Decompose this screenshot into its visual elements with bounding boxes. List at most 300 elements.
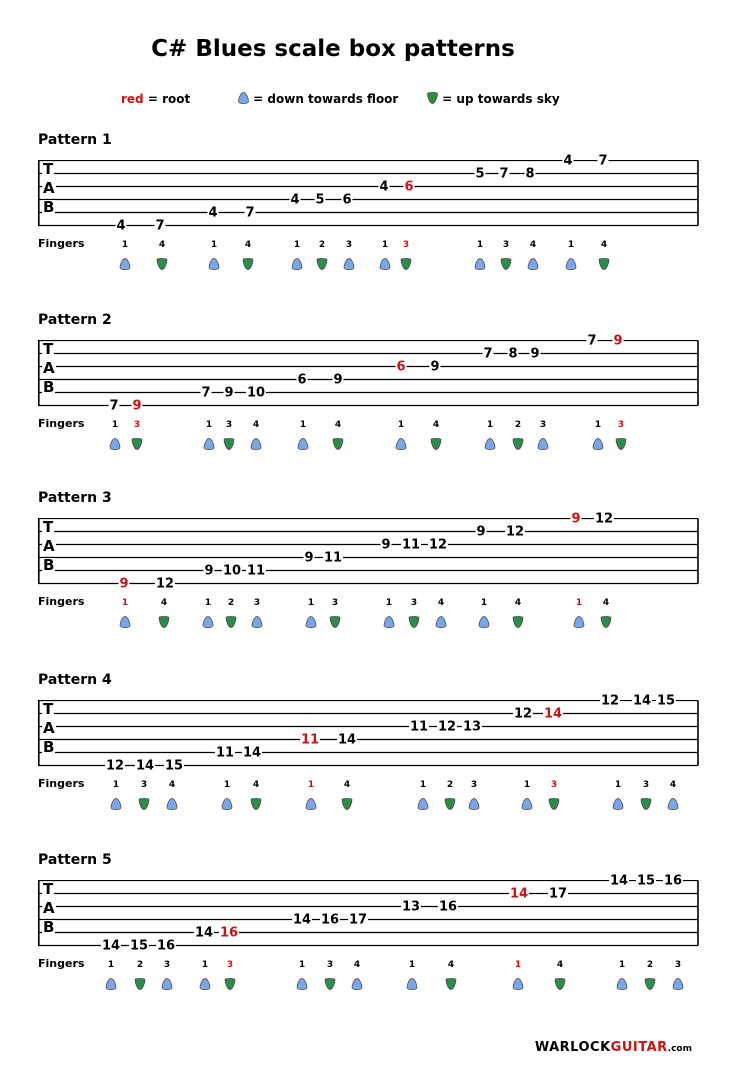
tab-note: 8 xyxy=(508,346,518,361)
down-stroke-pick xyxy=(513,975,524,987)
down-stroke-pick xyxy=(200,975,211,987)
tab-note: 14 xyxy=(135,758,155,773)
finger-number: 1 xyxy=(523,780,531,790)
pattern-title: Pattern 2 xyxy=(38,312,112,328)
finger-number: 1 xyxy=(408,960,416,970)
finger-number: 3 xyxy=(133,420,141,430)
down-stroke-pick xyxy=(479,613,490,625)
down-pick-icon xyxy=(167,798,178,810)
finger-number: 1 xyxy=(486,420,494,430)
down-stroke-pick xyxy=(209,255,220,267)
up-pick-icon xyxy=(645,978,656,990)
finger-number: 3 xyxy=(140,780,148,790)
finger-number: 1 xyxy=(476,240,484,250)
finger-number: 2 xyxy=(227,598,235,608)
down-pick-icon xyxy=(418,798,429,810)
down-stroke-pick xyxy=(252,613,263,625)
legend-root xyxy=(121,92,190,106)
down-pick-icon xyxy=(306,616,317,628)
pattern-title: Pattern 4 xyxy=(38,672,112,688)
pattern-title: Pattern 1 xyxy=(38,132,112,148)
pattern-5 xyxy=(0,852,738,1022)
down-pick-icon xyxy=(344,258,355,270)
finger-number: 4 xyxy=(160,598,168,608)
tab-note: 15 xyxy=(164,758,184,773)
up-stroke-pick xyxy=(446,975,457,987)
up-stroke-pick xyxy=(224,435,235,447)
finger-number: 4 xyxy=(252,420,260,430)
finger-number: 4 xyxy=(602,598,610,608)
tab-note: 4 xyxy=(563,153,573,168)
tab-staff xyxy=(38,700,702,800)
tab-note: 16 xyxy=(320,912,340,927)
tab-note: 13 xyxy=(401,899,421,914)
tab-note: 4 xyxy=(290,192,300,207)
up-stroke-pick xyxy=(513,435,524,447)
up-stroke-pick xyxy=(226,613,237,625)
finger-number: 1 xyxy=(112,780,120,790)
tab-note: 7 xyxy=(109,398,119,413)
down-stroke-pick xyxy=(475,255,486,267)
tab-note: 12 xyxy=(594,511,614,526)
down-stroke-pick xyxy=(120,255,131,267)
finger-number: 3 xyxy=(226,960,234,970)
down-pick-icon xyxy=(111,798,122,810)
tab-note: 10 xyxy=(246,385,266,400)
logo-part1: WARLOCK xyxy=(534,1040,611,1055)
tab-note: 9 xyxy=(204,563,214,578)
tab-note: 5 xyxy=(315,192,325,207)
up-pick-icon xyxy=(513,616,524,628)
tab-letter: T xyxy=(43,880,54,898)
tab-note: 17 xyxy=(348,912,368,927)
finger-number: 4 xyxy=(514,598,522,608)
up-stroke-pick xyxy=(132,435,143,447)
finger-number: 1 xyxy=(298,960,306,970)
down-stroke-pick xyxy=(204,435,215,447)
tab-letter: B xyxy=(43,556,55,574)
finger-number: 3 xyxy=(617,420,625,430)
down-stroke-pick xyxy=(120,613,131,625)
finger-number: 4 xyxy=(353,960,361,970)
up-pick-icon xyxy=(501,258,512,270)
down-stroke-pick xyxy=(436,613,447,625)
tab-note: 6 xyxy=(396,359,406,374)
down-stroke-pick xyxy=(222,795,233,807)
up-stroke-pick xyxy=(251,795,262,807)
finger-number: 3 xyxy=(345,240,353,250)
tab-note: 14 xyxy=(292,912,312,927)
down-pick-icon xyxy=(538,438,549,450)
tab-note: 12 xyxy=(600,693,620,708)
up-stroke-pick xyxy=(325,975,336,987)
finger-number: 3 xyxy=(470,780,478,790)
tab-note: 13 xyxy=(462,719,482,734)
down-pick-icon xyxy=(203,616,214,628)
tab-note: 9 xyxy=(119,576,129,591)
up-pick-icon xyxy=(135,978,146,990)
down-pick-icon xyxy=(528,258,539,270)
down-stroke-pick xyxy=(167,795,178,807)
tab-letter: A xyxy=(43,899,55,917)
tab-note: 12 xyxy=(155,576,175,591)
tab-note: 6 xyxy=(297,372,307,387)
pattern-title: Pattern 5 xyxy=(38,852,112,868)
finger-number: 3 xyxy=(550,780,558,790)
tab-note: 8 xyxy=(525,166,535,181)
down-pick-icon xyxy=(617,978,628,990)
up-stroke-pick xyxy=(549,795,560,807)
down-stroke-pick xyxy=(574,613,585,625)
pattern-2 xyxy=(0,312,738,482)
finger-number: 1 xyxy=(419,780,427,790)
finger-number: 1 xyxy=(210,240,218,250)
down-stroke-pick xyxy=(407,975,418,987)
down-pick-icon xyxy=(384,616,395,628)
up-stroke-pick xyxy=(513,613,524,625)
tab-note: 6 xyxy=(342,192,352,207)
up-pick-icon xyxy=(251,798,262,810)
tab-note: 16 xyxy=(156,938,176,953)
tab-note: 12 xyxy=(105,758,125,773)
up-stroke-pick xyxy=(599,255,610,267)
down-stroke-pick xyxy=(396,435,407,447)
down-pick-icon xyxy=(120,258,131,270)
up-stroke-pick xyxy=(342,795,353,807)
tab-note: 14 xyxy=(609,873,629,888)
tab-note: 7 xyxy=(155,218,165,233)
up-stroke-pick xyxy=(330,613,341,625)
tab-note: 7 xyxy=(598,153,608,168)
down-pick-icon xyxy=(120,616,131,628)
finger-number: 1 xyxy=(201,960,209,970)
tab-note: 7 xyxy=(245,205,255,220)
up-pick-icon xyxy=(409,616,420,628)
finger-number: 4 xyxy=(158,240,166,250)
up-stroke-pick xyxy=(409,613,420,625)
down-pick-icon xyxy=(352,978,363,990)
warlock-guitar-logo xyxy=(535,1040,692,1055)
down-pick-icon xyxy=(162,978,173,990)
finger-number: 1 xyxy=(618,960,626,970)
page-title: C# Blues scale box patterns xyxy=(151,36,515,62)
down-stroke-pick xyxy=(418,795,429,807)
down-stroke-pick xyxy=(352,975,363,987)
finger-number: 3 xyxy=(225,420,233,430)
down-stroke-pick xyxy=(528,255,539,267)
finger-number: 4 xyxy=(244,240,252,250)
up-stroke-pick xyxy=(135,975,146,987)
down-pick-icon xyxy=(200,978,211,990)
up-pick-icon xyxy=(445,798,456,810)
up-stroke-pick xyxy=(431,435,442,447)
finger-number: 1 xyxy=(293,240,301,250)
tab-note: 11 xyxy=(401,537,421,552)
finger-number: 1 xyxy=(307,598,315,608)
up-pick-icon xyxy=(132,438,143,450)
finger-number: 4 xyxy=(168,780,176,790)
down-pick-icon xyxy=(475,258,486,270)
up-stroke-pick xyxy=(225,975,236,987)
tab-note: 9 xyxy=(333,372,343,387)
finger-number: 4 xyxy=(343,780,351,790)
down-stroke-pick xyxy=(617,975,628,987)
tab-note: 9 xyxy=(530,346,540,361)
down-pick-icon xyxy=(436,616,447,628)
down-stroke-pick xyxy=(251,435,262,447)
down-pick-icon xyxy=(566,258,577,270)
tab-note: 9 xyxy=(304,550,314,565)
up-pick-icon xyxy=(549,798,560,810)
down-stroke-pick xyxy=(522,795,533,807)
up-pick-icon xyxy=(157,258,168,270)
down-stroke-pick xyxy=(380,255,391,267)
finger-number: 4 xyxy=(556,960,564,970)
finger-number: 2 xyxy=(446,780,454,790)
down-pick-icon xyxy=(298,438,309,450)
tab-letter: A xyxy=(43,179,55,197)
tab-letter: T xyxy=(43,700,54,718)
tab-note: 9 xyxy=(224,385,234,400)
up-stroke-pick xyxy=(616,435,627,447)
finger-number: 4 xyxy=(252,780,260,790)
pattern-title: Pattern 3 xyxy=(38,490,112,506)
up-pick-icon xyxy=(159,616,170,628)
tab-letter: A xyxy=(43,719,55,737)
finger-number: 1 xyxy=(121,598,129,608)
tab-note: 14 xyxy=(101,938,121,953)
tab-note: 9 xyxy=(381,537,391,552)
finger-number: 4 xyxy=(447,960,455,970)
up-stroke-pick xyxy=(641,795,652,807)
tab-note: 4 xyxy=(379,179,389,194)
down-stroke-pick xyxy=(106,975,117,987)
finger-number: 1 xyxy=(480,598,488,608)
tab-note: 4 xyxy=(116,218,126,233)
down-stroke-pick xyxy=(110,435,121,447)
up-stroke-pick xyxy=(157,255,168,267)
finger-number: 3 xyxy=(253,598,261,608)
tab-note: 5 xyxy=(475,166,485,181)
finger-number: 1 xyxy=(204,598,212,608)
down-stroke-pick xyxy=(297,975,308,987)
down-pick-icon xyxy=(513,978,524,990)
finger-number: 2 xyxy=(318,240,326,250)
up-pick-icon xyxy=(226,616,237,628)
tab-note: 6 xyxy=(404,179,414,194)
fingers-label: Fingers xyxy=(38,777,85,790)
finger-number: 3 xyxy=(539,420,547,430)
down-pick-icon xyxy=(469,798,480,810)
tab-note: 10 xyxy=(222,563,242,578)
finger-number: 3 xyxy=(326,960,334,970)
down-pick-icon xyxy=(238,92,249,104)
finger-number: 1 xyxy=(594,420,602,430)
tab-note: 14 xyxy=(242,745,262,760)
tab-note: 15 xyxy=(129,938,149,953)
down-pick-icon xyxy=(251,438,262,450)
down-stroke-pick xyxy=(673,975,684,987)
up-pick-icon xyxy=(325,978,336,990)
down-stroke-pick xyxy=(593,435,604,447)
pattern-4 xyxy=(0,672,738,842)
finger-number: 1 xyxy=(111,420,119,430)
down-stroke-pick xyxy=(306,795,317,807)
finger-number: 1 xyxy=(381,240,389,250)
legend xyxy=(0,92,738,112)
down-pick-icon xyxy=(593,438,604,450)
up-pick-icon xyxy=(139,798,150,810)
down-stroke-pick xyxy=(344,255,355,267)
down-pick-icon xyxy=(380,258,391,270)
tab-note: 9 xyxy=(571,511,581,526)
down-pick-icon xyxy=(110,438,121,450)
up-pick-icon xyxy=(601,616,612,628)
up-pick-icon xyxy=(446,978,457,990)
up-pick-icon xyxy=(616,438,627,450)
fingers-label: Fingers xyxy=(38,595,85,608)
tab-note: 14 xyxy=(194,925,214,940)
finger-number: 1 xyxy=(385,598,393,608)
tab-letter: B xyxy=(43,198,55,216)
finger-number: 2 xyxy=(136,960,144,970)
finger-number: 1 xyxy=(514,960,522,970)
pattern-3 xyxy=(0,490,738,660)
down-pick-icon xyxy=(673,978,684,990)
fingers-label: Fingers xyxy=(38,957,85,970)
tab-note: 7 xyxy=(499,166,509,181)
tab-letter: A xyxy=(43,537,55,555)
down-pick-icon xyxy=(297,978,308,990)
tab-letter: T xyxy=(43,518,54,536)
tab-note: 4 xyxy=(208,205,218,220)
up-stroke-pick xyxy=(501,255,512,267)
finger-number: 1 xyxy=(107,960,115,970)
tab-note: 7 xyxy=(201,385,211,400)
down-pick-icon xyxy=(613,798,624,810)
down-pick-icon xyxy=(479,616,490,628)
down-pick-icon xyxy=(485,438,496,450)
tab-note: 9 xyxy=(430,359,440,374)
finger-number: 4 xyxy=(669,780,677,790)
tab-note: 7 xyxy=(483,346,493,361)
tab-note: 16 xyxy=(663,873,683,888)
tab-letter: B xyxy=(43,738,55,756)
down-pick-icon xyxy=(668,798,679,810)
down-pick-icon xyxy=(222,798,233,810)
tab-letter: T xyxy=(43,160,54,178)
finger-number: 1 xyxy=(575,598,583,608)
finger-number: 1 xyxy=(121,240,129,250)
up-stroke-pick xyxy=(333,435,344,447)
finger-number: 3 xyxy=(642,780,650,790)
down-pick-icon xyxy=(522,798,533,810)
tab-note: 15 xyxy=(656,693,676,708)
finger-number: 1 xyxy=(307,780,315,790)
down-stroke-pick xyxy=(538,435,549,447)
tab-note: 11 xyxy=(300,732,320,747)
up-stroke-pick xyxy=(401,255,412,267)
tab-note: 14 xyxy=(509,886,529,901)
up-stroke-pick xyxy=(601,613,612,625)
finger-number: 4 xyxy=(432,420,440,430)
up-stroke-pick xyxy=(159,613,170,625)
up-pick-icon xyxy=(641,798,652,810)
down-stroke-pick xyxy=(292,255,303,267)
down-pick-icon xyxy=(574,616,585,628)
down-stroke-pick xyxy=(485,435,496,447)
up-pick-icon xyxy=(431,438,442,450)
finger-number: 1 xyxy=(205,420,213,430)
down-stroke-pick xyxy=(111,795,122,807)
up-pick-icon xyxy=(333,438,344,450)
down-stroke-pick xyxy=(162,975,173,987)
finger-number: 3 xyxy=(402,240,410,250)
legend-up-text: = up towards sky xyxy=(438,92,560,106)
tab-note: 14 xyxy=(632,693,652,708)
legend-down xyxy=(238,92,398,106)
finger-number: 3 xyxy=(674,960,682,970)
down-pick-icon xyxy=(252,616,263,628)
down-stroke-pick xyxy=(613,795,624,807)
legend-down-text: = down towards floor xyxy=(249,92,399,106)
tab-note: 16 xyxy=(219,925,239,940)
finger-number: 4 xyxy=(437,598,445,608)
tab-note: 11 xyxy=(215,745,235,760)
finger-number: 2 xyxy=(514,420,522,430)
tab-note: 12 xyxy=(513,706,533,721)
down-stroke-pick xyxy=(668,795,679,807)
up-stroke-pick xyxy=(317,255,328,267)
finger-number: 4 xyxy=(334,420,342,430)
tab-letter: A xyxy=(43,359,55,377)
up-stroke-pick xyxy=(645,975,656,987)
up-stroke-pick xyxy=(445,795,456,807)
down-pick-icon xyxy=(106,978,117,990)
tab-note: 14 xyxy=(543,706,563,721)
legend-up xyxy=(427,92,560,106)
up-pick-icon xyxy=(225,978,236,990)
tab-note: 9 xyxy=(132,398,142,413)
tab-note: 12 xyxy=(505,524,525,539)
up-pick-icon xyxy=(243,258,254,270)
tab-note: 11 xyxy=(409,719,429,734)
up-pick-icon xyxy=(427,92,438,104)
down-pick-icon xyxy=(396,438,407,450)
finger-number: 1 xyxy=(567,240,575,250)
up-pick-icon xyxy=(555,978,566,990)
fingers-label: Fingers xyxy=(38,417,85,430)
up-pick-icon xyxy=(599,258,610,270)
tab-note: 12 xyxy=(437,719,457,734)
down-pick-icon xyxy=(306,798,317,810)
tab-note: 11 xyxy=(246,563,266,578)
tab-note: 15 xyxy=(636,873,656,888)
pattern-1 xyxy=(0,132,738,302)
legend-root-word: red xyxy=(121,92,144,106)
tab-note: 12 xyxy=(428,537,448,552)
tab-note: 7 xyxy=(587,333,597,348)
down-stroke-pick xyxy=(306,613,317,625)
down-pick-icon xyxy=(204,438,215,450)
up-stroke-pick xyxy=(555,975,566,987)
fingers-label: Fingers xyxy=(38,237,85,250)
down-stroke-pick xyxy=(203,613,214,625)
legend-root-text: = root xyxy=(143,92,191,106)
up-stroke-pick xyxy=(243,255,254,267)
down-pick-icon xyxy=(292,258,303,270)
up-pick-icon xyxy=(224,438,235,450)
